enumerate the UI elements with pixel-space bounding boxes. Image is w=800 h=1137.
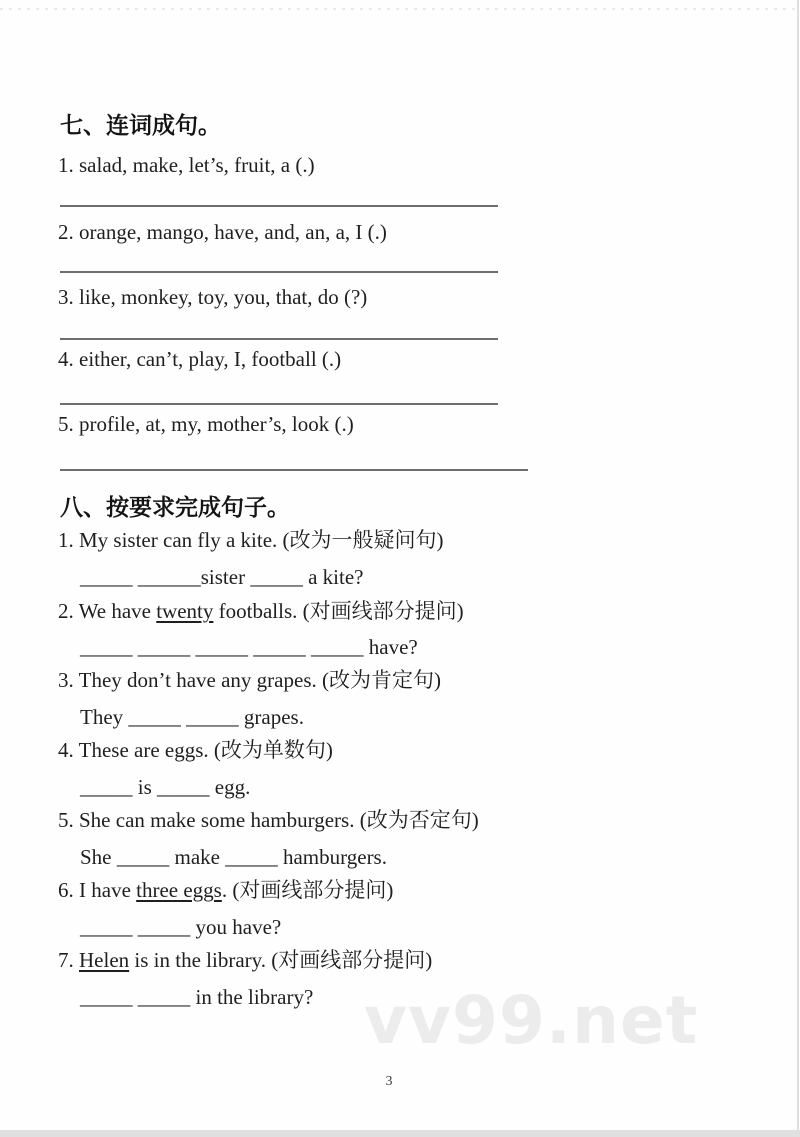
scan-artifact-bottom: [0, 1130, 800, 1137]
word-scramble-item-2: 2. orange, mango, have, and, an, a, I (.): [58, 220, 387, 244]
question-text: 7.: [58, 948, 79, 972]
section-seven-heading: 七、连词成句。: [60, 113, 221, 138]
answer-blank-line-5: [60, 469, 528, 471]
question-text: 2. We have: [58, 599, 157, 623]
question-text: . (对画线部分提问): [221, 878, 394, 902]
rewrite-answer-4: _____ is _____ egg.: [80, 775, 251, 799]
rewrite-answer-2: _____ _____ _____ _____ _____ have?: [80, 635, 418, 659]
rewrite-answer-3: They _____ _____ grapes.: [80, 705, 304, 729]
rewrite-question-1: [58, 525, 444, 555]
scan-artifact-top: [0, 8, 800, 10]
underlined-word: twenty: [156, 599, 214, 623]
answer-blank-line-4: [60, 403, 498, 405]
watermark: vv99.net: [364, 982, 699, 1059]
underlined-word: Helen: [79, 948, 130, 972]
rewrite-question-7: [58, 945, 432, 975]
rewrite-question-3: [58, 665, 441, 695]
section-eight-heading: 八、按要求完成句子。: [60, 495, 290, 520]
scan-artifact-right-edge: [797, 0, 799, 1137]
question-text: 6. I have: [58, 878, 137, 902]
question-text: is in the library. (对画线部分提问): [129, 948, 433, 972]
question-text: 1. My sister can fly a kite. (改为一般疑问句): [58, 528, 444, 552]
question-text: 5. She can make some hamburgers. (改为否定句): [58, 808, 479, 832]
word-scramble-item-4: 4. either, can’t, play, I, football (.): [58, 347, 342, 371]
page-number: 3: [385, 1074, 393, 1089]
word-scramble-item-5: 5. profile, at, my, mother’s, look (.): [58, 412, 354, 436]
rewrite-question-5: [58, 805, 479, 835]
rewrite-question-4: [58, 735, 333, 765]
underlined-word: three eggs: [136, 878, 222, 902]
word-scramble-item-1: 1. salad, make, let’s, fruit, a (.): [58, 153, 315, 177]
rewrite-answer-1: _____ ______sister _____ a kite?: [80, 565, 364, 589]
word-scramble-item-3: 3. like, monkey, toy, you, that, do (?): [58, 285, 368, 309]
answer-blank-line-1: [60, 205, 498, 207]
question-text: 4. These are eggs. (改为单数句): [58, 738, 333, 762]
answer-blank-line-2: [60, 271, 498, 273]
question-text: 3. They don’t have any grapes. (改为肯定句): [58, 668, 441, 692]
rewrite-answer-7: _____ _____ in the library?: [80, 985, 314, 1009]
answer-blank-line-3: [60, 338, 498, 340]
rewrite-question-2: [58, 596, 464, 626]
question-text: footballs. (对画线部分提问): [213, 599, 464, 623]
rewrite-answer-6: _____ _____ you have?: [80, 915, 282, 939]
rewrite-question-6: [58, 875, 393, 905]
rewrite-answer-5: She _____ make _____ hamburgers.: [80, 845, 387, 869]
